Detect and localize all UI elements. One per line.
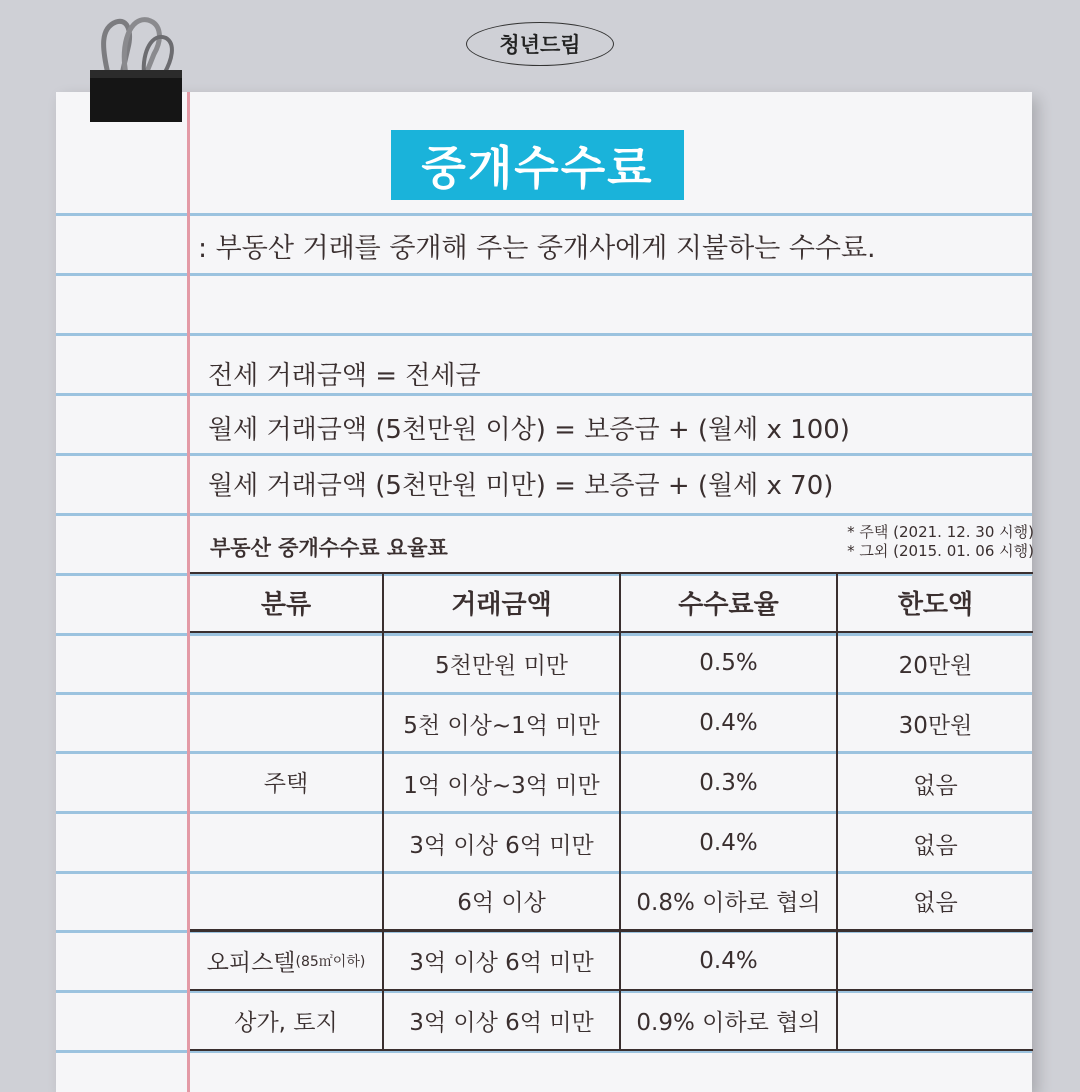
formula-monthly-over: 월세 거래금액 (5천만원 이상) = 보증금 + (월세 x 100) bbox=[208, 415, 850, 445]
rule-line bbox=[56, 453, 1032, 456]
category-officetel-label: 오피스텔 bbox=[206, 950, 296, 976]
table-cell-rate: 0.5% bbox=[699, 650, 758, 676]
rule-line bbox=[56, 273, 1032, 276]
note-housing: * 주택 (2021. 12. 30 시행) bbox=[847, 523, 1034, 541]
rule-line bbox=[56, 393, 1032, 396]
table-cell-amount: 3억 이상 6억 미만 bbox=[409, 950, 594, 976]
category-housing: 주택 bbox=[263, 770, 309, 797]
table-cell-rate: 0.4% bbox=[699, 947, 758, 974]
table-title: 부동산 중개수수료 요율표 bbox=[210, 536, 448, 560]
effective-date-notes bbox=[847, 523, 1034, 561]
table-cell-rate: 0.3% bbox=[699, 770, 758, 796]
table-cell-amount: 5천만원 미만 bbox=[434, 652, 569, 679]
header-category: 분류 bbox=[260, 590, 312, 620]
table-border-bottom bbox=[190, 1049, 1033, 1051]
table-cell-limit: 없음 bbox=[913, 832, 958, 859]
brand-badge bbox=[466, 22, 614, 66]
table-cell-rate: 0.4% bbox=[699, 830, 758, 856]
definition-text: : 부동산 거래를 중개해 주는 중개사에게 지불하는 수수료. bbox=[198, 233, 876, 264]
note-other: * 그외 (2015. 01. 06 시행) bbox=[847, 542, 1034, 560]
table-cell-amount: 3억 이상 6억 미만 bbox=[409, 832, 594, 859]
table-cell-amount: 3억 이상 6억 미만 bbox=[409, 1009, 594, 1036]
table-cell-rate: 0.9% 이하로 협의 bbox=[636, 1009, 821, 1036]
formula-jeonse: 전세 거래금액 = 전세금 bbox=[208, 361, 481, 391]
category-commercial: 상가, 토지 bbox=[234, 1009, 338, 1036]
page-title: 중개수수료 bbox=[421, 141, 654, 195]
category-officetel-note: (85㎡이하) bbox=[295, 953, 366, 970]
table-cell-limit bbox=[838, 991, 1033, 1049]
header-limit: 한도액 bbox=[897, 590, 974, 620]
table-cell-limit: 30만원 bbox=[898, 712, 973, 739]
header-amount: 거래금액 bbox=[451, 590, 552, 620]
table-cell-limit bbox=[838, 932, 1033, 989]
rule-line bbox=[56, 333, 1032, 336]
header-rate: 수수료율 bbox=[678, 590, 779, 620]
table-cell-amount: 5천 이상~1억 미만 bbox=[403, 712, 600, 739]
table-cell-limit: 없음 bbox=[913, 772, 958, 799]
rule-line bbox=[56, 213, 1032, 216]
rule-line bbox=[56, 513, 1032, 516]
table-cell-amount: 6억 이상 bbox=[457, 890, 546, 916]
table-cell-amount: 1억 이상~3억 미만 bbox=[403, 772, 600, 799]
category-officetel bbox=[190, 932, 382, 989]
formula-monthly-under: 월세 거래금액 (5천만원 미만) = 보증금 + (월세 x 70) bbox=[208, 471, 834, 501]
table-cell-rate: 0.8% 이하로 협의 bbox=[636, 890, 821, 916]
table-cell-limit: 20만원 bbox=[898, 652, 973, 679]
table-cell-rate: 0.4% bbox=[699, 710, 758, 736]
brand-label: 청년드림 bbox=[499, 33, 581, 57]
table-cell-limit: 없음 bbox=[913, 890, 958, 916]
binder-clip-icon bbox=[82, 8, 188, 126]
title-banner bbox=[391, 130, 684, 200]
